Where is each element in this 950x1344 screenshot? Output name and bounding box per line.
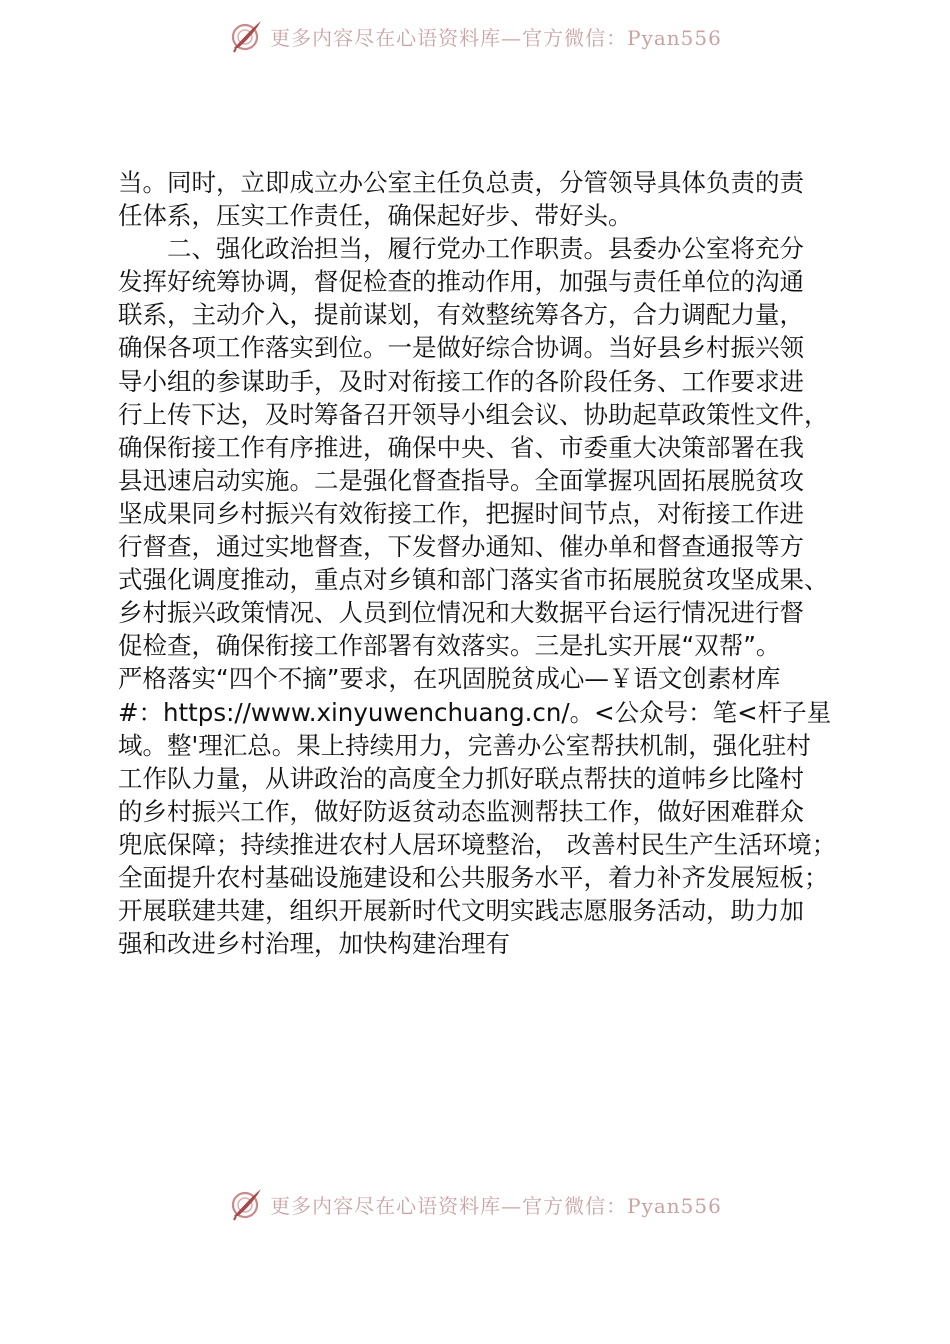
body-line: 二、强化政治担当，履行党办工作职责。县委办公室将充分 — [118, 234, 804, 264]
footer-watermark — [0, 1182, 950, 1226]
body-line: 工作队力量，从讲政治的高度全力抓好联点帮扶的道帏乡比隆村 — [118, 763, 804, 793]
header-watermark — [0, 14, 950, 58]
body-line: 行督查，通过实地督查，下发督办通知、催办单和督查通报等方 — [118, 532, 804, 562]
body-line-url: #：https://www.xinyuwenchuang.cn/。<公众号：笔<杆子星 — [118, 697, 832, 727]
document-body — [118, 166, 848, 960]
body-line: 当。同时，立即成立办公室主任负总责，分管领导具体负责的责 — [118, 168, 804, 197]
body-line: 行上传下达，及时筹备召开领导小组会议、协助起草政策性文件， — [118, 399, 829, 429]
body-line: 开展联建共建，组织开展新时代文明实践志愿服务活动，助力加 — [118, 896, 804, 926]
body-line: 域。整'理汇总。果上持续用力，完善办公室帮扶机制，强化驻村 — [118, 730, 811, 760]
body-line: 确保衔接工作有序推进，确保中央、省、市委重大决策部署在我 — [118, 432, 804, 462]
body-line: 全面提升农村基础设施建设和公共服务水平，着力补齐发展短板； — [118, 862, 829, 892]
header-watermark-text: 更多内容尽在心语资料库—官方微信：Pyan556 — [270, 25, 722, 50]
body-line: 确保各项工作落实到位。一是做好综合协调。当好县乡村振兴领 — [118, 333, 804, 363]
footer-watermark-text: 更多内容尽在心语资料库—官方微信：Pyan556 — [270, 1193, 722, 1218]
body-line: 县迅速启动实施。二是强化督查指导。全面掌握巩固拓展脱贫攻 — [118, 465, 804, 495]
body-line: 严格落实“四个不摘”要求，在巩固脱贫成心—￥语文创素材库 — [118, 664, 781, 694]
body-line: 兜底保障；持续推进农村人居环境整治， 改善村民生产生活环境； — [118, 829, 837, 859]
quill-pen-logo-icon — [228, 18, 264, 54]
body-line: 式强化调度推动，重点对乡镇和部门落实省市拓展脱贫攻坚成果、 — [118, 565, 829, 595]
body-line: 联系，主动介入，提前谋划，有效整统筹各方，合力调配力量， — [118, 300, 804, 330]
body-line: 导小组的参谋助手，及时对衔接工作的各阶段任务、工作要求进 — [118, 366, 804, 396]
body-line: 的乡村振兴工作，做好防返贫动态监测帮扶工作，做好困难群众 — [118, 796, 804, 826]
body-line: 促检查，确保衔接工作部署有效落实。三是扎实开展“双帮”。 — [118, 631, 781, 661]
quill-pen-logo-icon — [228, 1186, 264, 1222]
body-line: 坚成果同乡村振兴有效衔接工作，把握时间节点，对衔接工作进 — [118, 498, 804, 528]
body-line: 发挥好统筹协调，督促检查的推动作用，加强与责任单位的沟通 — [118, 267, 804, 297]
body-line: 强和改进乡村治理，加快构建治理有 — [118, 929, 510, 959]
body-line: 乡村振兴政策情况、人员到位情况和大数据平台运行情况进行督 — [118, 598, 804, 628]
body-line: 任体系，压实工作责任，确保起好步、带好头。 — [118, 201, 633, 231]
